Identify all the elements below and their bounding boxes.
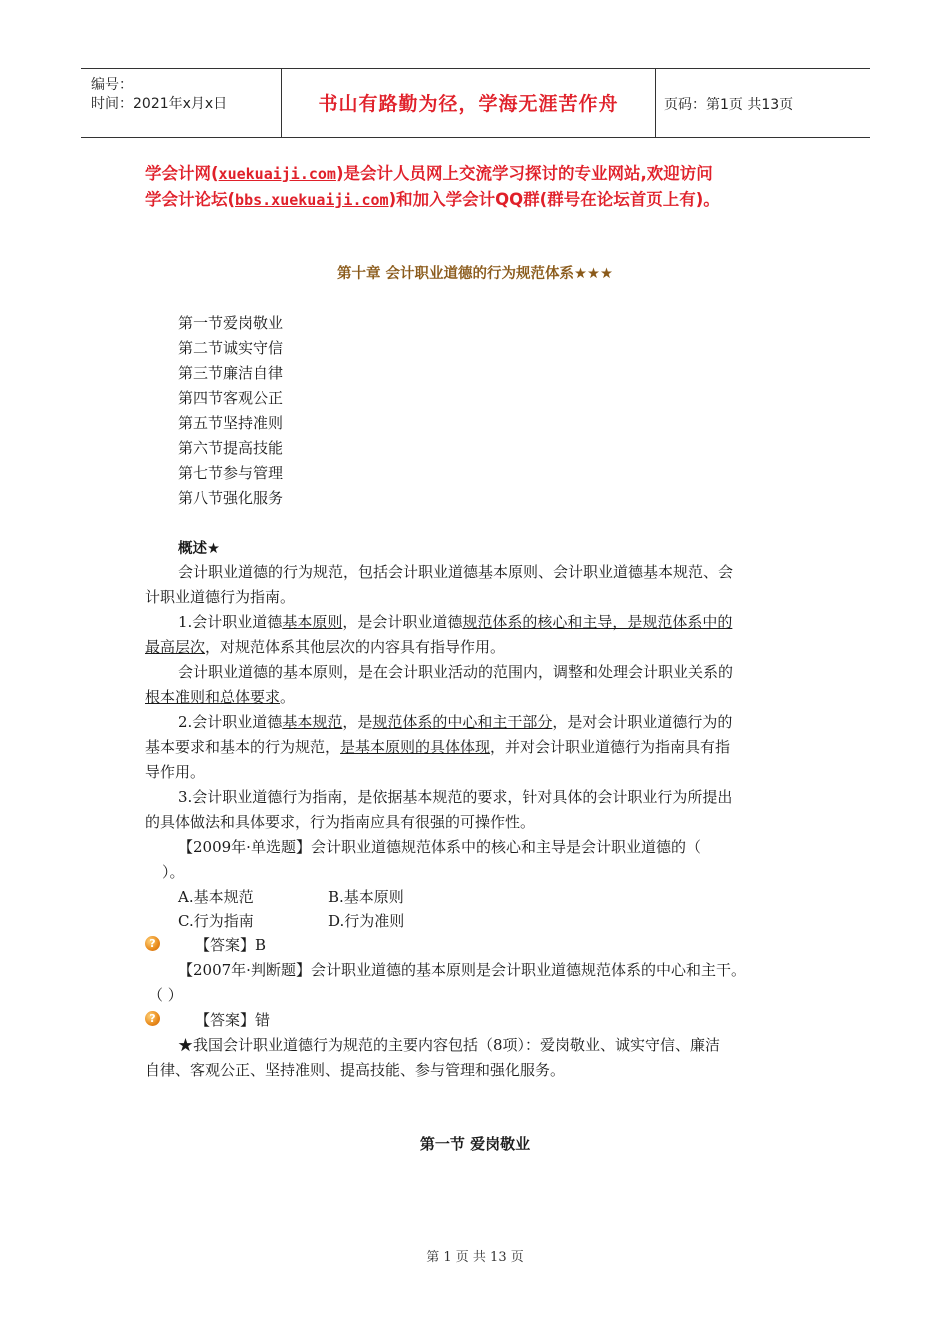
question-bubble-icon: ?	[145, 936, 160, 951]
question-option: C.行为指南	[178, 912, 254, 930]
promo-site-link[interactable]: xuekuaiji.com	[218, 165, 336, 183]
paragraph-line: 会计职业道德的基本原则，是在会计职业活动的范围内，调整和处理会计职业关系的	[178, 663, 734, 681]
question-option: D.行为准则	[328, 912, 405, 930]
page-header	[81, 68, 870, 138]
summary-line: 自律、客观公正、坚持准则、提高技能、参与管理和强化服务。	[145, 1061, 566, 1079]
paragraph-line: 导作用。	[145, 763, 206, 781]
section-list-item: 第一节爱岗敬业	[178, 314, 284, 332]
paragraph-line: 基本要求和基本的行为规范，是基本原则的具体体现，并对会计职业道德行为指南具有指	[145, 738, 731, 756]
header-motto: 书山有路勤为径，学海无涯苦作舟	[318, 93, 619, 115]
promo-line-1	[145, 160, 713, 184]
header-page-info: 页码：第1页 共13页	[664, 97, 794, 113]
paragraph-line: 1.会计职业道德基本原则，是会计职业道德规范体系的核心和主导，是规范体系中的	[178, 613, 733, 631]
underlined-text: 最高层次	[145, 638, 206, 656]
promo-text: 学会计网(	[145, 164, 219, 183]
paragraph-line: 计职业道德行为指南。	[145, 588, 296, 606]
section-list-item: 第二节诚实守信	[178, 339, 284, 357]
underlined-text: 规范体系的核心和主导，是规范体系中的	[462, 613, 733, 631]
question-stem: （ ）	[148, 986, 183, 1004]
underlined-text: 基本原则	[282, 613, 343, 631]
summary-line: ★我国会计职业道德行为规范的主要内容包括（8项）：爱岗敬业、诚实守信、廉洁	[178, 1036, 721, 1054]
header-motto-cell	[281, 69, 656, 137]
question-stem: ）。	[162, 863, 185, 881]
answer-text: 【答案】B	[195, 936, 267, 954]
document-time-label: 时间：2021年x月x日	[91, 96, 228, 112]
promo-text: )是会计人员网上交流学习探讨的专业网站,欢迎访问	[335, 164, 713, 183]
underlined-text: 是基本原则的具体体现	[340, 738, 491, 756]
underlined-text: 根本准则和总体要求	[145, 688, 281, 706]
section-list-item: 第五节坚持准则	[178, 414, 284, 432]
underlined-text: 基本规范	[282, 713, 343, 731]
section-list	[178, 311, 283, 511]
page-footer: 第 1 页 共 13 页	[426, 1250, 524, 1265]
chapter-title: 第十章 会计职业道德的行为规范体系★★★	[336, 266, 614, 282]
paragraph-line: 会计职业道德的行为规范，包括会计职业道德基本原则、会计职业道德基本规范、会	[178, 563, 734, 581]
section-list-item: 第四节客观公正	[178, 389, 284, 407]
question-stem: 【2009年·单选题】会计职业道德规范体系中的核心和主导是会计职业道德的（	[178, 838, 701, 856]
answer-text: 【答案】错	[195, 1011, 271, 1029]
section-title: 第一节 爱岗敬业	[419, 1135, 531, 1153]
promo-line-2	[145, 186, 720, 210]
question-bubble-icon: ?	[145, 1011, 160, 1026]
paragraph-line: 3.会计职业道德行为指南，是依据基本规范的要求，针对具体的会计职业行为所提出	[178, 788, 733, 806]
question-stem: 【2007年·判断题】会计职业道德的基本原则是会计职业道德规范体系的中心和主干。	[178, 961, 746, 979]
promo-text: 学会计论坛(	[145, 190, 236, 209]
header-meta-cell	[81, 69, 281, 137]
section-list-item: 第六节提高技能	[178, 439, 284, 457]
paragraph-line: 根本准则和总体要求。	[145, 688, 296, 706]
question-option: B.基本原则	[328, 888, 404, 906]
promo-text: )和加入学会计QQ群(群号在论坛首页上有)。	[388, 190, 720, 209]
paragraph-line: 的具体做法和具体要求，行为指南应具有很强的可操作性。	[145, 813, 536, 831]
underlined-text: 规范体系的中心和主干部分	[372, 713, 553, 731]
header-page-cell	[656, 69, 870, 137]
paragraph-line: 最高层次，对规范体系其他层次的内容具有指导作用。	[145, 638, 506, 656]
promo-forum-link[interactable]: bbs.xuekuaiji.com	[235, 191, 389, 209]
paragraph-line: 2.会计职业道德基本规范，是规范体系的中心和主干部分，是对会计职业道德行为的	[178, 713, 733, 731]
overview-heading: 概述★	[178, 541, 220, 557]
document-number-label: 编号：	[91, 77, 133, 93]
section-list-item: 第七节参与管理	[178, 464, 284, 482]
section-list-item: 第八节强化服务	[178, 489, 284, 507]
section-list-item: 第三节廉洁自律	[178, 364, 284, 382]
question-option: A.基本规范	[178, 888, 254, 906]
